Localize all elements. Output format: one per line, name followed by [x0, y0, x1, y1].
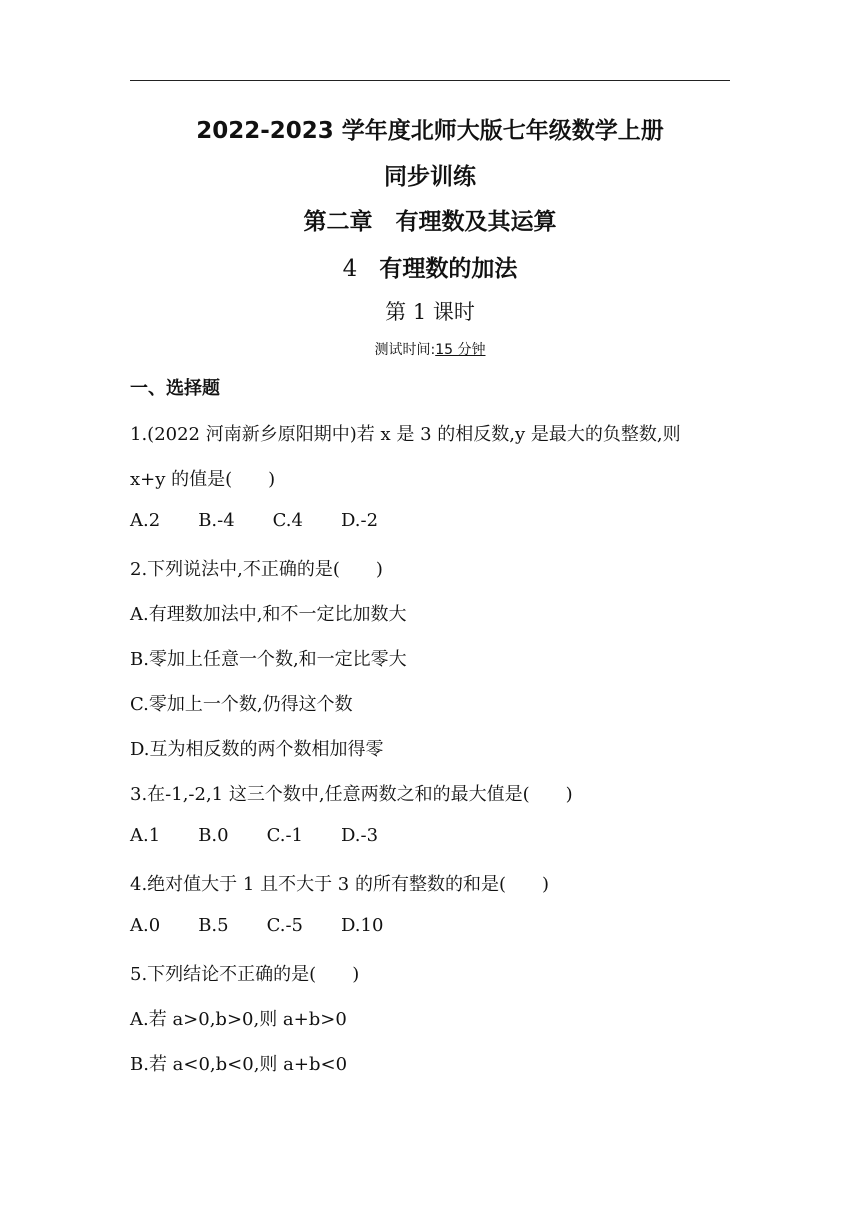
section-number: 4 — [342, 256, 358, 282]
section-title: 有理数的加法 — [379, 256, 518, 282]
time-label: 测试时间: — [374, 342, 436, 358]
option-b: B.0 — [198, 825, 229, 846]
question-3-stem: 3.在-1,-2,1 这三个数中,任意两数之和的最大值是( ) — [130, 784, 573, 805]
option-a: A.2 — [130, 510, 161, 531]
option-d: D.-3 — [340, 825, 379, 846]
question-1-options — [130, 510, 378, 531]
question-2-option-a: A.有理数加法中,和不一定比加数大 — [130, 604, 407, 625]
question-3-options — [130, 825, 378, 846]
question-5-stem: 5.下列结论不正确的是( ) — [130, 964, 360, 985]
title-line-2: 同步训练 — [384, 164, 476, 190]
lesson-label: 第 1 课时 — [385, 300, 475, 324]
question-2-option-d: D.互为相反数的两个数相加得零 — [130, 739, 384, 760]
option-b: B.-4 — [198, 510, 235, 531]
question-5-option-a: A.若 a>0,b>0,则 a+b>0 — [130, 1009, 347, 1030]
option-a: A.1 — [130, 825, 161, 846]
question-2-stem: 2.下列说法中,不正确的是( ) — [130, 559, 383, 580]
option-b: B.5 — [198, 915, 229, 936]
question-2-option-b: B.零加上任意一个数,和一定比零大 — [130, 649, 407, 670]
section-heading — [0, 250, 860, 283]
question-4-stem: 4.绝对值大于 1 且不大于 3 的所有整数的和是( ) — [130, 874, 550, 895]
chapter-title: 第二章 有理数及其运算 — [303, 209, 557, 235]
option-c: C.-1 — [266, 825, 303, 846]
title-line-1: 2022-2023 学年度北师大版七年级数学上册 — [196, 118, 664, 144]
header-rule — [130, 80, 730, 81]
option-a: A.0 — [130, 915, 161, 936]
test-time — [0, 339, 860, 359]
option-d: D.10 — [340, 915, 384, 936]
part-heading: 一、选择题 — [130, 378, 220, 399]
question-5-option-b: B.若 a<0,b<0,则 a+b<0 — [130, 1054, 348, 1075]
option-d: D.-2 — [340, 510, 379, 531]
option-c: C.-5 — [266, 915, 303, 936]
time-value: 15 分钟 — [435, 342, 486, 358]
question-1-stem-line-1: 1.(2022 河南新乡原阳期中)若 x 是 3 的相反数,y 是最大的负整数,则 — [130, 424, 681, 445]
question-4-options — [130, 915, 383, 936]
question-2-option-c: C.零加上一个数,仍得这个数 — [130, 694, 353, 715]
option-c: C.4 — [272, 510, 303, 531]
question-1-stem-line-2: x+y 的值是( ) — [130, 469, 276, 490]
